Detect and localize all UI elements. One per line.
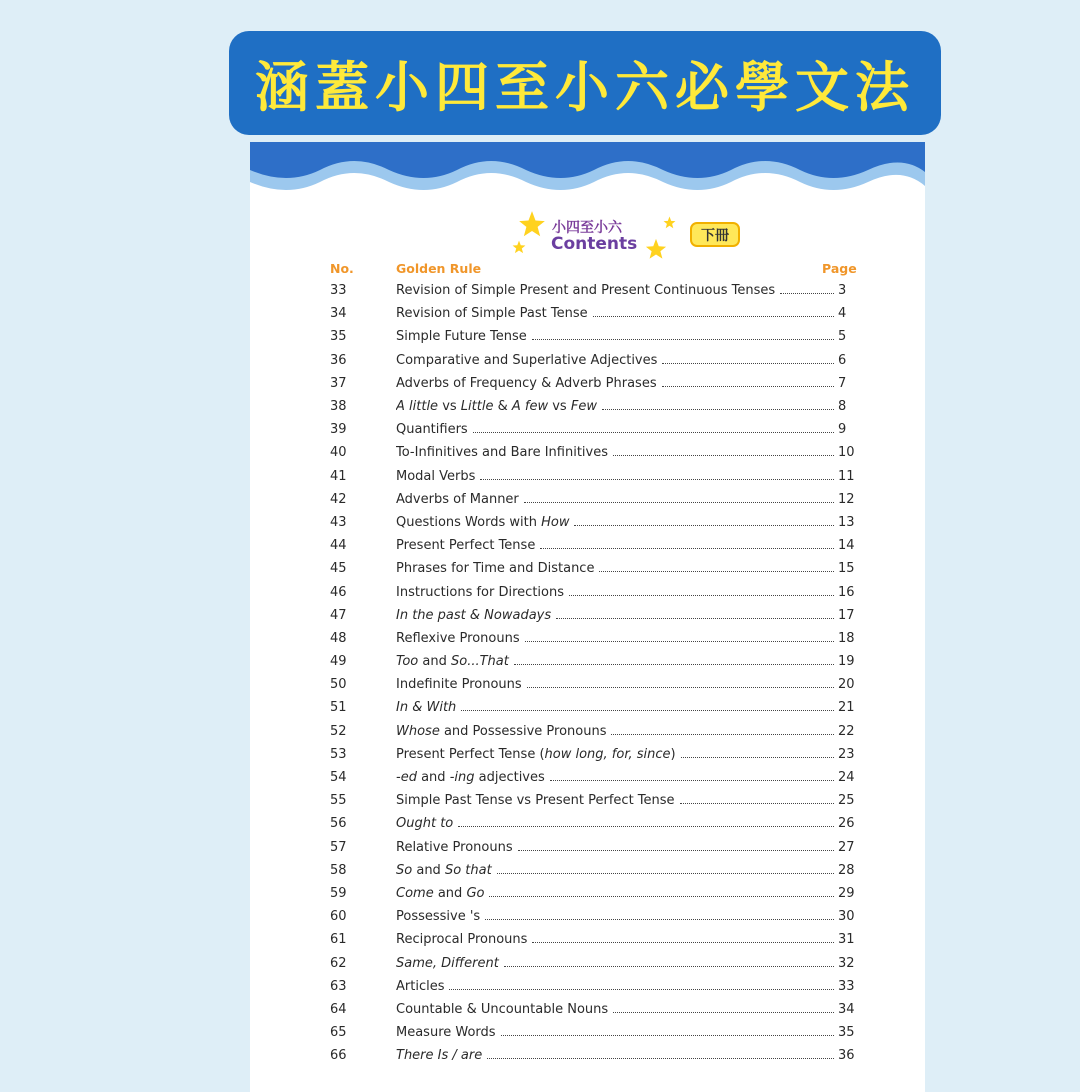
row-number: 61: [330, 932, 347, 948]
rule-title-part: Reflexive Pronouns: [396, 630, 520, 646]
row-number: 43: [330, 514, 347, 530]
table-row: [250, 905, 925, 928]
row-number: 37: [330, 375, 347, 391]
rule-title-part: Simple Past Tense vs Present Perfect Tense: [396, 793, 675, 809]
table-row: [250, 441, 925, 464]
table-row: [250, 534, 925, 557]
table-row: [250, 975, 925, 998]
rule-title-part: Measure Words: [396, 1025, 496, 1041]
table-row: [250, 604, 925, 627]
row-page: 16: [838, 584, 855, 600]
row-page: 15: [838, 561, 855, 577]
row-rule: [396, 561, 834, 576]
rule-title: [396, 863, 495, 878]
row-page: 20: [838, 677, 855, 693]
row-rule: [396, 538, 834, 553]
dot-leader: [556, 608, 834, 619]
table-row: [250, 1044, 925, 1067]
row-page: 22: [838, 723, 855, 739]
rule-title: [396, 399, 600, 414]
row-number: 47: [330, 607, 347, 623]
row-rule: [396, 445, 834, 460]
dot-leader: [550, 770, 834, 781]
row-number: 57: [330, 839, 347, 855]
rule-title-part: In the past & Nowadays: [396, 607, 552, 623]
row-number: 48: [330, 630, 347, 646]
dot-leader: [489, 886, 834, 897]
row-number: 46: [330, 584, 347, 600]
rule-title-part: So...That: [450, 654, 509, 670]
dot-leader: [662, 353, 834, 364]
wave-header: [250, 142, 925, 212]
row-page: 11: [838, 468, 855, 484]
dot-leader: [611, 724, 834, 735]
row-rule: [396, 700, 834, 715]
table-row: [250, 743, 925, 766]
row-rule: [396, 608, 834, 623]
row-rule: [396, 932, 834, 947]
row-number: 62: [330, 955, 347, 971]
rule-title: [396, 724, 609, 739]
row-number: 60: [330, 909, 347, 925]
rule-title-part: Possessive 's: [396, 909, 481, 925]
table-row: [250, 627, 925, 650]
rule-title: [396, 1025, 499, 1040]
volume-badge: 下冊: [690, 222, 740, 247]
rule-title: [396, 585, 567, 600]
rule-title-part: -ed: [396, 770, 417, 786]
row-page: 35: [838, 1025, 855, 1041]
dot-leader: [680, 793, 834, 804]
table-row: [250, 279, 925, 302]
row-rule: [396, 770, 834, 785]
row-page: 30: [838, 909, 855, 925]
dot-leader: [497, 863, 834, 874]
rule-title-part: Adverbs of Frequency & Adverb Phrases: [396, 375, 657, 391]
row-page: 25: [838, 793, 855, 809]
rule-title: [396, 492, 522, 507]
table-row: [250, 766, 925, 789]
rule-title-part: and: [418, 654, 451, 670]
rule-title: [396, 909, 483, 924]
row-rule: [396, 979, 834, 994]
row-number: 52: [330, 723, 347, 739]
dot-leader: [532, 932, 834, 943]
column-header-page: Page: [822, 261, 857, 276]
row-number: 63: [330, 978, 347, 994]
row-page: 12: [838, 491, 855, 507]
rule-title-part: To-Infinitives and Bare Infinitives: [396, 445, 608, 461]
rule-title-part: Too: [396, 654, 419, 670]
rule-title: [396, 608, 554, 623]
row-rule: [396, 422, 834, 437]
dot-leader: [569, 585, 834, 596]
rule-title: [396, 561, 597, 576]
rule-title-part: Instructions for Directions: [396, 584, 564, 600]
rule-title-part: Indefinite Pronouns: [396, 677, 522, 693]
dot-leader: [613, 445, 834, 456]
rule-title-part: In & With: [396, 700, 457, 716]
row-rule: [396, 677, 834, 692]
table-row: [250, 859, 925, 882]
rule-title-part: vs: [548, 399, 571, 415]
table-row: [250, 998, 925, 1021]
rule-title: [396, 445, 611, 460]
row-number: 35: [330, 329, 347, 345]
row-number: 65: [330, 1025, 347, 1041]
table-row: [250, 650, 925, 673]
dot-leader: [532, 329, 834, 340]
row-rule: [396, 353, 834, 368]
rule-title-part: and: [416, 770, 450, 786]
row-page: 13: [838, 514, 855, 530]
rule-title-part: Reciprocal Pronouns: [396, 932, 528, 948]
table-row: [250, 325, 925, 348]
rule-title: [396, 677, 525, 692]
rule-title: [396, 770, 548, 785]
row-rule: [396, 840, 834, 855]
row-number: 55: [330, 793, 347, 809]
rule-title-part: Same, Different: [396, 955, 499, 971]
row-number: 54: [330, 770, 347, 786]
rule-title-part: Revision of Simple Past Tense: [396, 306, 588, 322]
row-rule: [396, 631, 834, 646]
rule-title: [396, 283, 778, 298]
row-page: 8: [838, 399, 847, 415]
rule-title: [396, 1048, 485, 1063]
rule-title-part: and: [433, 885, 467, 901]
dot-leader: [518, 840, 834, 851]
row-page: 21: [838, 700, 855, 716]
row-rule: [396, 1048, 834, 1063]
rule-title: [396, 979, 447, 994]
rule-title-part: &: [493, 399, 512, 415]
row-number: 56: [330, 816, 347, 832]
table-row: [250, 720, 925, 743]
row-page: 36: [838, 1048, 855, 1064]
row-page: 27: [838, 839, 855, 855]
row-number: 53: [330, 746, 347, 762]
rule-title: [396, 329, 530, 344]
row-page: 33: [838, 978, 855, 994]
row-rule: [396, 724, 834, 739]
banner-title: 涵蓋小四至小六必學文法: [255, 55, 915, 119]
rule-title-part: Relative Pronouns: [396, 839, 513, 855]
rule-title: [396, 515, 572, 530]
row-rule: [396, 283, 834, 298]
rule-title-part: Phrases for Time and Distance: [396, 561, 595, 577]
row-number: 38: [330, 399, 347, 415]
row-rule: [396, 956, 834, 971]
star-icon: [663, 216, 676, 229]
rule-title: [396, 956, 502, 971]
rule-title: [396, 747, 679, 762]
row-page: 31: [838, 932, 855, 948]
row-rule: [396, 793, 834, 808]
table-row: [250, 372, 925, 395]
row-rule: [396, 863, 834, 878]
row-rule: [396, 886, 834, 901]
row-page: 26: [838, 816, 855, 832]
rule-title: [396, 422, 471, 437]
row-number: 44: [330, 538, 347, 554]
row-page: 32: [838, 955, 855, 971]
row-rule: [396, 515, 834, 530]
dot-leader: [504, 956, 834, 967]
table-row: [250, 557, 925, 580]
table-row: [250, 789, 925, 812]
rule-title: [396, 538, 538, 553]
table-row: [250, 418, 925, 441]
contents-list: [250, 279, 925, 1067]
table-row: [250, 302, 925, 325]
row-page: 4: [838, 306, 847, 322]
table-row: [250, 465, 925, 488]
rule-title: [396, 1002, 611, 1017]
table-row: [250, 696, 925, 719]
rule-title-part: Revision of Simple Present and Present Continuous Tenses: [396, 283, 776, 299]
dot-leader: [540, 538, 834, 549]
rule-title-part: and Possessive Pronouns: [439, 723, 607, 739]
table-row: [250, 836, 925, 859]
table-row: [250, 395, 925, 418]
dot-leader: [501, 1025, 834, 1036]
row-rule: [396, 469, 834, 484]
table-row: [250, 349, 925, 372]
dot-leader: [593, 306, 834, 317]
rule-title: [396, 816, 456, 831]
row-rule: [396, 747, 834, 762]
rule-title-part: Quantifiers: [396, 422, 468, 438]
dot-leader: [681, 747, 834, 758]
rule-title-part: Countable & Uncountable Nouns: [396, 1001, 609, 1017]
table-row: [250, 882, 925, 905]
contents-heading-zh: 小四至小六: [552, 220, 622, 236]
dot-leader: [458, 816, 834, 827]
rule-title-part: vs: [438, 399, 461, 415]
dot-leader: [525, 631, 834, 642]
row-rule: [396, 816, 834, 831]
rule-title-part: Present Perfect Tense (: [396, 746, 545, 762]
row-rule: [396, 306, 834, 321]
rule-title: [396, 654, 512, 669]
dot-leader: [485, 909, 834, 920]
row-rule: [396, 1025, 834, 1040]
row-number: 58: [330, 862, 347, 878]
row-number: 33: [330, 283, 347, 299]
row-rule: [396, 1002, 834, 1017]
rule-title-part: Little: [460, 399, 494, 415]
rule-title: [396, 376, 660, 391]
rule-title-part: -ing: [449, 770, 475, 786]
row-rule: [396, 654, 834, 669]
row-number: 66: [330, 1048, 347, 1064]
rule-title-part: adjectives: [474, 770, 545, 786]
table-row: [250, 488, 925, 511]
contents-page: [250, 142, 925, 1092]
dot-leader: [480, 469, 834, 480]
row-page: 7: [838, 375, 847, 391]
rule-title: [396, 886, 487, 901]
rule-title: [396, 306, 591, 321]
row-number: 36: [330, 352, 347, 368]
dot-leader: [461, 700, 834, 711]
row-rule: [396, 909, 834, 924]
row-page: 24: [838, 770, 855, 786]
rule-title-part: Ought to: [396, 816, 454, 832]
row-rule: [396, 492, 834, 507]
rule-title: [396, 469, 478, 484]
title-banner: [229, 31, 941, 135]
dot-leader: [599, 561, 834, 572]
dot-leader: [527, 677, 834, 688]
dot-leader: [602, 399, 834, 410]
row-number: 41: [330, 468, 347, 484]
row-page: 18: [838, 630, 855, 646]
rule-title: [396, 932, 530, 947]
dot-leader: [487, 1048, 834, 1059]
rule-title-part: Questions Words with: [396, 514, 542, 530]
dot-leader: [780, 283, 834, 294]
column-header-no: No.: [330, 261, 354, 276]
row-page: 9: [838, 422, 847, 438]
table-row: [250, 673, 925, 696]
rule-title-part: how long, for, since: [544, 746, 671, 762]
star-icon: [645, 238, 667, 260]
dot-leader: [449, 979, 834, 990]
row-page: 3: [838, 283, 847, 299]
rule-title-part: Whose: [396, 723, 440, 739]
rule-title: [396, 840, 516, 855]
row-rule: [396, 585, 834, 600]
row-number: 45: [330, 561, 347, 577]
row-number: 34: [330, 306, 347, 322]
column-header-rule: Golden Rule: [396, 261, 482, 276]
table-row: [250, 812, 925, 835]
row-number: 42: [330, 491, 347, 507]
row-page: 6: [838, 352, 847, 368]
row-page: 14: [838, 538, 855, 554]
rule-title-part: Articles: [396, 978, 445, 994]
star-icon: [512, 240, 526, 254]
row-page: 5: [838, 329, 847, 345]
rule-title: [396, 793, 678, 808]
rule-title-part: A little: [396, 399, 439, 415]
rule-title-part: There Is / are: [396, 1048, 483, 1064]
rule-title: [396, 700, 459, 715]
rule-title-part: A few: [511, 399, 549, 415]
rule-title-part: Go: [466, 885, 485, 901]
row-page: 28: [838, 862, 855, 878]
table-row: [250, 511, 925, 534]
row-rule: [396, 399, 834, 414]
row-page: 19: [838, 654, 855, 670]
dot-leader: [514, 654, 834, 665]
rule-title-part: Modal Verbs: [396, 468, 476, 484]
row-number: 59: [330, 885, 347, 901]
rule-title-part: Present Perfect Tense: [396, 538, 536, 554]
dot-leader: [473, 422, 834, 433]
row-number: 51: [330, 700, 347, 716]
rule-title-part: ): [670, 746, 676, 762]
rule-title-part: Come: [396, 885, 434, 901]
rule-title-part: How: [541, 514, 570, 530]
dot-leader: [662, 376, 834, 387]
table-row: [250, 1021, 925, 1044]
row-number: 40: [330, 445, 347, 461]
rule-title-part: So that: [444, 862, 492, 878]
table-row: [250, 928, 925, 951]
row-page: 10: [838, 445, 855, 461]
table-row: [250, 580, 925, 603]
rule-title-part: Adverbs of Manner: [396, 491, 519, 507]
row-page: 23: [838, 746, 855, 762]
row-number: 50: [330, 677, 347, 693]
dot-leader: [574, 515, 834, 526]
rule-title-part: Comparative and Superlative Adjectives: [396, 352, 658, 368]
rule-title: [396, 353, 660, 368]
row-rule: [396, 376, 834, 391]
row-page: 29: [838, 885, 855, 901]
star-icon: [518, 210, 546, 238]
dot-leader: [613, 1002, 834, 1013]
row-number: 49: [330, 654, 347, 670]
rule-title: [396, 631, 523, 646]
contents-heading-en: Contents: [551, 234, 638, 254]
dot-leader: [524, 492, 834, 503]
row-page: 34: [838, 1001, 855, 1017]
row-rule: [396, 329, 834, 344]
row-number: 64: [330, 1001, 347, 1017]
rule-title-part: Few: [570, 399, 597, 415]
rule-title-part: So: [396, 862, 413, 878]
rule-title-part: Simple Future Tense: [396, 329, 527, 345]
table-row: [250, 951, 925, 974]
row-page: 17: [838, 607, 855, 623]
rule-title-part: and: [412, 862, 445, 878]
row-number: 39: [330, 422, 347, 438]
